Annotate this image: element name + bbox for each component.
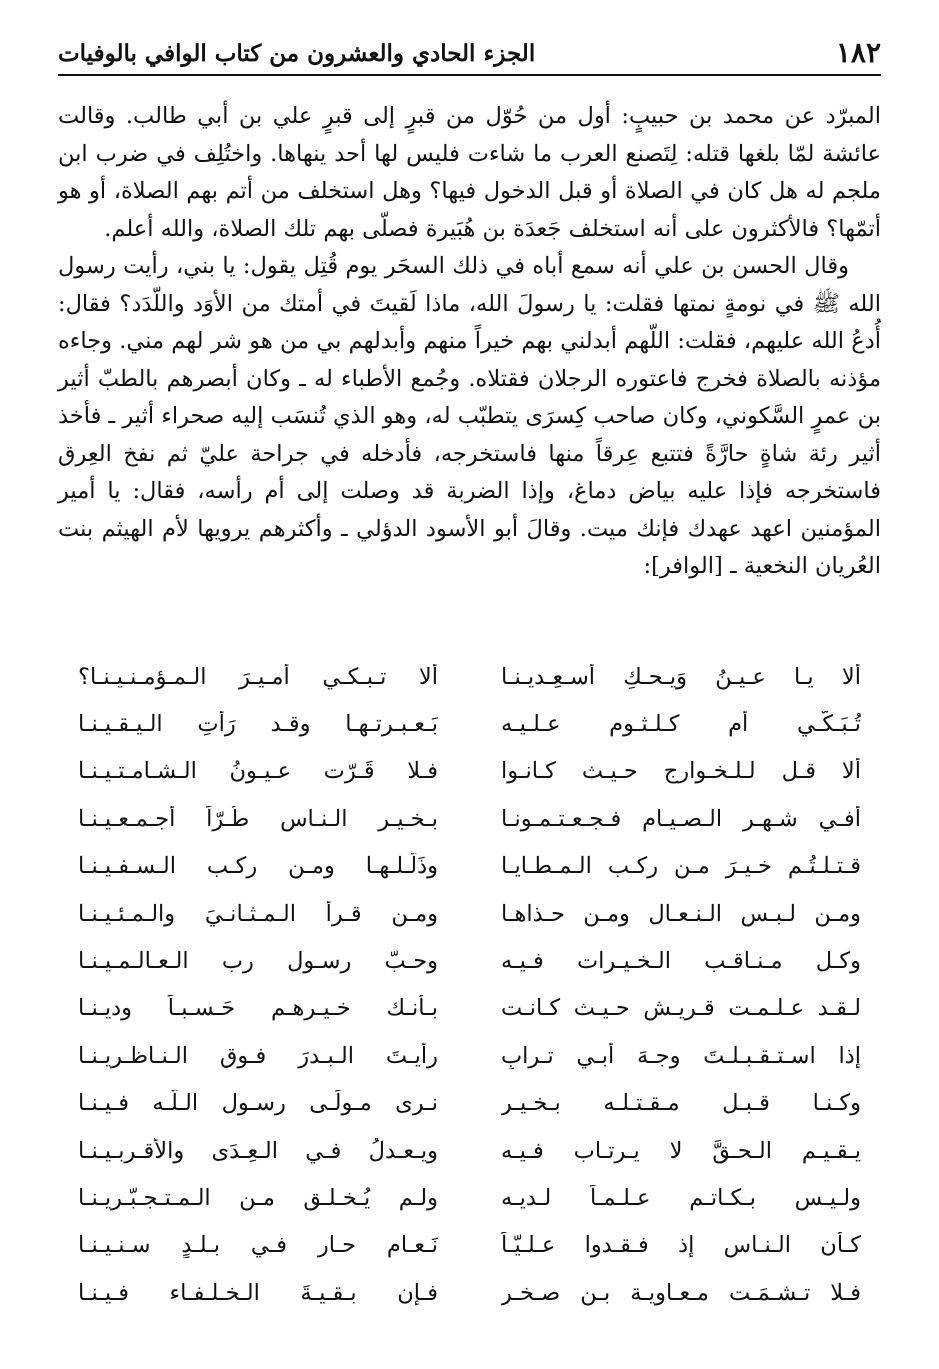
verse-second-hemistich: ومـن قـرأ الـمـثـانـيَ والـمـئـيـنـا xyxy=(78,900,438,927)
verse-second-hemistich: رأيـتَ الـبـدرَ فـوق الـنـاظـريـنـا xyxy=(78,1042,438,1069)
verse-first-hemistich: ومـن لـبـس الـنـعـال ومـن حـذاهـا xyxy=(501,900,861,927)
prose-body xyxy=(58,98,881,586)
verse-first-hemistich: كـأن الـنـاس إذ فـقـدوا عـلـيّـاً xyxy=(501,1232,861,1259)
verse-first-hemistich: ولـيـس بـكـاتـمٍ عـلـمـاً لـديـه xyxy=(501,1184,861,1211)
page-number: ١٨٢ xyxy=(835,36,881,70)
verse-second-hemistich: بَـعـبـرتـهـا وقـد رَأتِ الـيـقـيـنـا xyxy=(78,711,438,738)
verse-first-hemistich: فـلا تـشـمَـت مـعـاويـة بـن صـخـرٍ xyxy=(501,1279,861,1306)
verse-first-hemistich: ألا يـا عـيـنُ وَيـحـكِ أسـعِـديـنـا xyxy=(501,663,861,690)
verse-first-hemistich: ألا قـل لـلـخـوارج حـيـث كـانـوا xyxy=(501,758,861,785)
paragraph xyxy=(58,248,881,586)
verse-first-hemistich: وكـل مـنـاقـب الـخـيـرات فـيـه xyxy=(501,948,861,975)
verse-line xyxy=(78,1032,861,1079)
verse-second-hemistich: فـإن بـقـيـةَ الـخـلـفـاء فـيـنـا xyxy=(78,1279,438,1306)
verse-second-hemistich: نـرى مـولَـى رسـول الـلّـه فـيـنـا xyxy=(78,1090,438,1117)
verse-line xyxy=(78,748,861,795)
paragraph: المبرّد عن محمد بن حبيبٍ: أول من حُوّل من قبرٍ إلى قبرٍ علي بن أبي طالب. وقالت عائشة لمّا بلغها قتله: لِتَصنع العرب ما شاءت فليس لها أحد ينهاها. واختُلِف في ضرب ابن ملجم له هل كان في الصلاة أو قبل الدخول فيها؟ وهل استخلف من أتم بهم الصلاة، أو هو أتمّها؟ فالأكثرون على أنه استخلف جَعدَة بن هُبَيرة فصلّى بهم تلك الصلاة، والله أعلم. xyxy=(58,103,881,242)
verse-line xyxy=(78,653,861,700)
verse-second-hemistich: ولـم يُـخـلـق مـن الـمـتـجـبّـريـنـا xyxy=(78,1184,438,1211)
verse-line xyxy=(78,1222,861,1269)
poetic-meter-label: [الوافر]: xyxy=(643,553,723,579)
verse-first-hemistich: وكـنـا قـبـل مـقـتـلـه بـخـيـرٍ xyxy=(501,1090,861,1117)
poem xyxy=(78,653,861,1316)
verse-line xyxy=(78,1174,861,1221)
verse-line xyxy=(78,700,861,747)
verse-line xyxy=(78,890,861,937)
verse-line xyxy=(78,795,861,842)
verse-first-hemistich: يـقـيـم الـحـقَّ لا يـرتـاب فـيـه xyxy=(501,1137,861,1164)
page-header xyxy=(58,28,881,76)
verse-first-hemistich: أفـي شـهـر الـصـيـام فـجـعـتـمـونـا xyxy=(501,805,861,832)
verse-line xyxy=(78,985,861,1032)
verse-second-hemistich: وذَلّـلـهـا ومـن ركـب الـسـفـيـنـا xyxy=(78,853,438,880)
verse-second-hemistich: بـخـيـر الـنـاس طُـرّاً أجـمـعـيـنـا xyxy=(78,805,438,832)
running-title: الجزء الحادي والعشرون من كتاب الوافي بالوفيات xyxy=(58,40,536,68)
verse-line xyxy=(78,843,861,890)
verse-second-hemistich: فـلا قَـرّت عـيـونُ الـشـامـتـيـنـا xyxy=(78,758,438,785)
verse-first-hemistich: إذا اسـتـقـبـلـتَ وجـهَ أبـي تـرابٍ xyxy=(501,1042,861,1069)
verse-first-hemistich: قـتـلـتُـم خـيـرَ مـن ركـب الـمـطـايـا xyxy=(501,853,861,880)
paragraph-text: وقال الحسن بن علي أنه سمع أباه في ذلك السحَر يوم قُتِل يقول: يا بني، رأيت رسول الله ﷺ في نومةٍ نمتها فقلت: يا رسولَ الله، ماذا لَقيتَ في أمتك من الأوَد واللّدَد؟ فقال: أُدعُ الله عليهم، فقلت: اللّهم أبدلني بهم خيراً منهم وأبدلهم بي من هو شر لهم مني. وجاءه مؤذنه بالصلاة فخرج فاعتوره الرجلان فقتلاه. وجُمع الأطباء له ـ وكان أبصرهم بالطبّ أثير بن عمرٍ السَّكوني، وكان صاحب كِسرَى يتطبّب له، وهو الذي تُنسَب إليه صحراء أثير ـ فأخذ أثير رئة شاةٍ حارَّةً فتتبع عِرقاً منها فاستخرجه، فأدخله في جراحة عليّ ثم نفخ العِرق فاستخرجه فإذا عليه بياض دماغ، وإذا الضربة قد وصلت إلى أم رأسه، فقال: يا أمير المؤمنين اعهد عهدك فإنك ميت. وقالَ أبو الأسود الدؤلي ـ وأكثرهم يرويها لأم الهيثم بنت العُريان النخعية ـ xyxy=(58,253,881,579)
verse-second-hemistich: نَـعـام حـار فـي بـلـدٍ سـنـيـنـا xyxy=(78,1232,438,1259)
verse-line xyxy=(78,1127,861,1174)
verse-first-hemistich: لـقـد عـلـمـت قـريـش حـيـث كـانـت xyxy=(501,995,861,1022)
verse-second-hemistich: ألا تـبـكـي أمـيـرَ الـمـؤمـنـيـنـا؟ xyxy=(78,663,438,690)
verse-second-hemistich: ويـعـدلُ فـي الـعِـدَى والأقـربـيـنـا xyxy=(78,1137,438,1164)
verse-second-hemistich: بـأنـك خـيـرهـم حَـسـبـاً وديـنـا xyxy=(78,995,438,1022)
verse-second-hemistich: وحـبّ رسـول رب الـعـالـمـيـنـا xyxy=(78,948,438,975)
verse-line xyxy=(78,1269,861,1316)
verse-line xyxy=(78,1080,861,1127)
verse-line xyxy=(78,937,861,984)
verse-first-hemistich: تُـبَـكّـي أم كـلـثـومٍ عـلـيـه xyxy=(501,711,861,738)
